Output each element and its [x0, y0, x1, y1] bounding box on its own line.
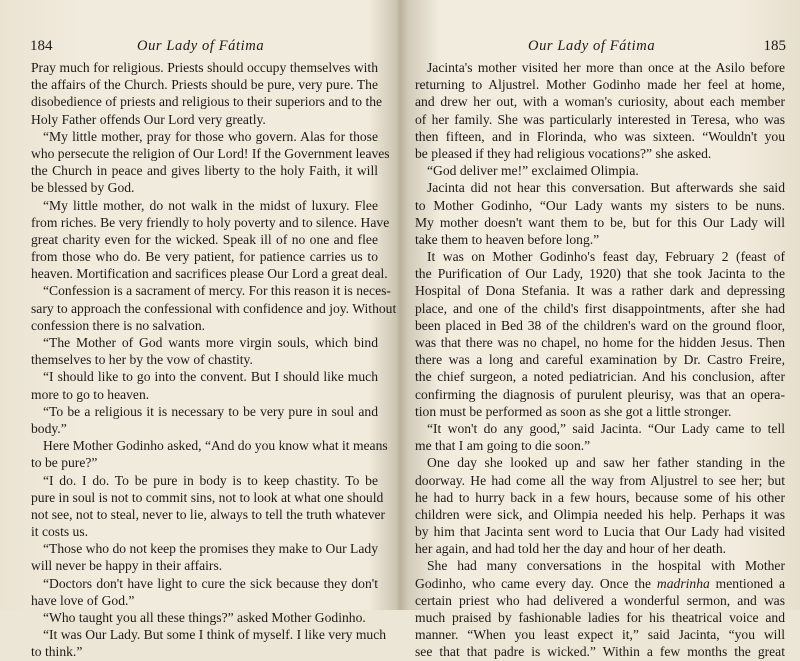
- text-line: Jacinta did not hear this conversation. But afterwards she said: [427, 180, 785, 196]
- right-page-header: [403, 38, 800, 58]
- text-line: returning to Aljustrel. Mother Godinho made her feel at home,: [415, 77, 785, 93]
- text-line: heaven. Mortification and sacrifices please Our Lord a great deal.: [31, 266, 388, 282]
- text-line: pure in soul is not to commit sins, not to look at what one should: [31, 489, 384, 505]
- text-line: be pleased if they had religious vocations?” she asked.: [415, 145, 712, 161]
- text-line: then fifteen, and in Florinda, who was sixteen. “Wouldn't you: [415, 128, 785, 144]
- text-line: “I should like to go into the convent. But I should like much: [43, 369, 378, 385]
- text-line: “Those who do not keep the promises they make to Our Lady: [43, 541, 378, 557]
- text-line: Godinho, who came every day. Once the madrinha mentioned a: [415, 575, 785, 591]
- text-line: “It was Our Lady. But some I think of myself. I like very much: [43, 627, 387, 643]
- text-line: was that there was no chapel, no home for the hidden Jesus. Then: [415, 335, 785, 350]
- text-line: confirming the diagnosis of purulent pleurisy, was that an opera-: [415, 386, 785, 402]
- text-line: body.”: [31, 420, 67, 436]
- text-line: who persecute the religion of Our Lord! If the Government leaves: [31, 145, 390, 161]
- text-line: the Purification of Our Lady, 1920) that she took Jacinta to the: [415, 266, 785, 282]
- text-line: see that that padre is wicked.” Within a few months the great: [415, 644, 785, 660]
- text-line: doorway. He had come all the way from Aljustrel to see her; but: [415, 472, 785, 488]
- text-line: “My little mother, do not walk in the midst of luxury. Flee: [43, 197, 378, 213]
- text-line: of her family. She was particularly interested in Teresa, who was: [415, 111, 785, 127]
- text-line: to be pure?”: [31, 455, 98, 471]
- text-line: Pray much for religious. Priests should occupy themselves with: [31, 60, 378, 75]
- right-page: [403, 0, 800, 660]
- text-line: not see, not to steal, never to lie, always to tell the truth whatever: [31, 506, 386, 522]
- text-line: the affairs of the Church. Priests should be pure, very pure. The: [31, 77, 378, 93]
- text-line: She had many conversations in the hospital with Mother: [427, 558, 785, 574]
- text-line: “Who taught you all these things?” asked Mother Godinho.: [43, 610, 366, 625]
- text-line: tion must be performed as soon as she got a little stronger.: [415, 403, 732, 419]
- text-line: themselves to her by the vow of chastity.: [31, 352, 253, 368]
- text-line: to think.”: [31, 644, 83, 660]
- text-line: much praised by fashionable ladies for his theatrical voice and: [415, 610, 785, 625]
- text-line: take them to heaven before long.”: [415, 231, 600, 247]
- text-line: from riches. Be very friendly to holy poverty and to silence. Have: [31, 214, 390, 230]
- right-page-body: [415, 59, 785, 661]
- text-line: “Confession is a sacrament of mercy. For this reason it is neces-: [43, 283, 391, 299]
- text-line: been placed in Bed 38 of the children's ward on the ground floor,: [415, 317, 785, 333]
- text-line: be blessed by God.: [31, 180, 135, 196]
- text-line: more to go to heaven.: [31, 386, 150, 402]
- text-line: have love of God.”: [31, 592, 135, 608]
- text-line: place, and one of the child's first disappointments, after she had: [415, 300, 785, 316]
- text-line: My mother doesn't want them to be, but for this Our Lady will: [415, 214, 785, 230]
- text-line: “My little mother, pray for those who govern. Alas for those: [43, 128, 378, 144]
- page-number: 185: [763, 38, 786, 54]
- text-line: great charity even for the wicked. Speak ill of no one and flee: [31, 231, 378, 247]
- text-line: One day she looked up and saw her father standing in the: [427, 455, 785, 471]
- text-line: confession there is no salvation.: [31, 317, 206, 333]
- text-line: he had to hurry back in a few hours, because some of his other: [415, 489, 785, 505]
- text-line: the Church in peace and gives liberty to the holy Faith, it will: [31, 163, 378, 179]
- text-line: “To be a religious it is necessary to be very pure in soul and: [43, 403, 378, 419]
- text-line: manner. “When you least expect it,” said Jacinta, “you will: [415, 627, 785, 643]
- text-line: sary to approach the confessional with confidence and joy. Without: [31, 300, 397, 316]
- text-line: from those who do. Be very patient, for patience carries us to: [31, 249, 378, 265]
- text-line: It was on Mother Godinho's feast day, February 2 (feast of: [427, 249, 785, 265]
- text-line: Holy Father offends Our Lord very greatly.: [31, 111, 266, 127]
- text-line: certain priest who had delivered a wonderful sermon, and was: [415, 592, 785, 608]
- text-line: it costs us.: [31, 524, 89, 540]
- text-line: there was a long and careful examination by Dr. Castro Freire,: [415, 352, 785, 368]
- running-head: Our Lady of Fátima: [137, 38, 265, 54]
- left-page-header: [0, 38, 397, 58]
- text-line: children were sick, and Olimpia needed his help. Perhaps it was: [415, 506, 785, 522]
- text-line: and drew her out, with a woman's curiosity, about each member: [415, 94, 785, 110]
- text-line: “The Mother of God wants more virgin souls, which bind: [43, 335, 378, 350]
- text-line: “It won't do any good,” said Jacinta. “Our Lady came to tell: [427, 420, 785, 436]
- page-number: 184: [30, 38, 53, 54]
- text-line: disobedience of priests and religious to their superiors and to the: [31, 94, 383, 110]
- text-line: “Doctors don't have light to cure the sick because they don't: [43, 575, 378, 591]
- text-line: Here Mother Godinho asked, “And do you know what it means: [43, 438, 388, 454]
- text-line: Jacinta's mother visited her more than once at the Asilo before: [427, 60, 785, 75]
- text-line: me that I am going to die soon.”: [415, 438, 591, 454]
- left-page-body: [31, 59, 397, 661]
- text-line: by him that Jacinta sent word to Lucia that Our Lady had visited: [415, 524, 785, 540]
- text-line: the chief surgeon, a noted pediatrician. And his conclusion, after: [415, 369, 785, 385]
- text-line: will never be happy in their affairs.: [31, 558, 223, 574]
- left-page: [0, 0, 397, 660]
- text-line: “I do. I do. To be pure in body is to keep chastity. To be: [43, 472, 378, 488]
- text-line: her again, and had told her the day and hour of her death.: [415, 541, 727, 557]
- running-head: Our Lady of Fátima: [528, 38, 656, 54]
- text-line: Hospital of Dona Stefania. It was a rather dark and depressing: [415, 283, 785, 299]
- text-line: to Mother Godinho, “Our Lady wants my sisters to be nuns.: [415, 197, 785, 213]
- text-line: “God deliver me!” exclaimed Olimpia.: [427, 163, 639, 179]
